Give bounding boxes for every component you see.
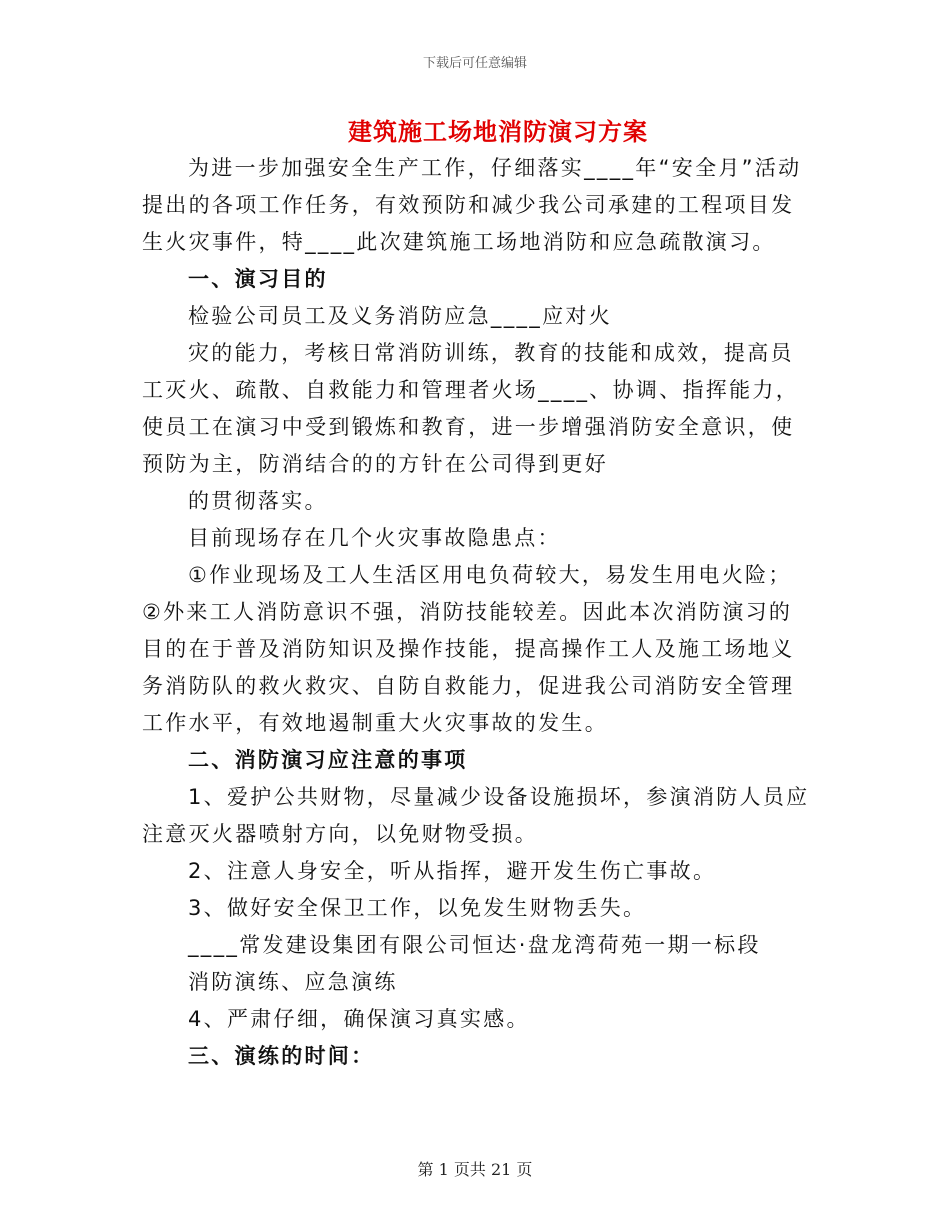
paragraph-purpose-body: 灾的能力，考核日常消防训练，教育的技能和成效，提高员工灭火、疏散、自救能力和管理者火场____、协调、指挥能力，使员工在演习中受到锻炼和教育，进一步增强消防安全意识，使预防为主，防消结合的的方针在公司得到更好 [142,341,799,476]
page-number: 第 1 页共 21 页 [417,1160,533,1179]
list-item-precaution-3: 3、做好安全保卫工作，以免发生财物丢失。 [188,896,647,920]
heading-purpose: 一、演习目的 [188,267,328,291]
paragraph-purpose-line1: 检验公司员工及义务消防应急____应对火 [188,304,612,328]
paragraph-hazards-detail: ①作业现场及工人生活区用电负荷较大，易发生用电火险；②外来工人消防意识不强，消防技能较差。因此本次消防演习的目的在于普及消防知识及操作技能，提高操作工人及施工场地义务消防队的救火救灾、自防自救能力，促进我公司消防安全管理工作水平，有效地遏制重大火灾事故的发生。 [142,563,795,735]
list-item-precaution-4: 4、严肃仔细，确保演习真实感。 [188,1007,530,1031]
heading-precautions: 二、消防演习应注意的事项 [188,748,468,772]
paragraph-hazards-intro: 目前现场存在几个火灾事故隐患点： [188,526,561,550]
paragraph-purpose-end: 的贯彻落实。 [188,489,328,513]
document-body [142,150,810,1075]
document-title: 建筑施工场地消防演习方案 [348,118,648,146]
paragraph-company: ____常发建设集团有限公司恒达·盘龙湾荷苑一期一标段 [188,933,761,957]
list-item-precaution-2: 2、注意人身安全，听从指挥，避开发生伤亡事故。 [188,859,717,883]
list-item-precaution-1: 1、爱护公共财物，尽量减少设备设施损坏，参演消防人员应注意灭火器喷射方向，以免财物受损。 [142,785,810,846]
header-note: 下载后可任意编辑 [422,56,527,71]
paragraph-drill-type: 消防演练、应急演练 [188,970,398,994]
paragraph-intro: 为进一步加强安全生产工作，仔细落实____年“安全月”活动提出的各项工作任务，有效预防和减少我公司承建的工程项目发生火灾事件，特____此次建筑施工场地消防和应急疏散演习。 [142,156,802,254]
heading-drill-time: 三、演练的时间： [188,1044,375,1068]
